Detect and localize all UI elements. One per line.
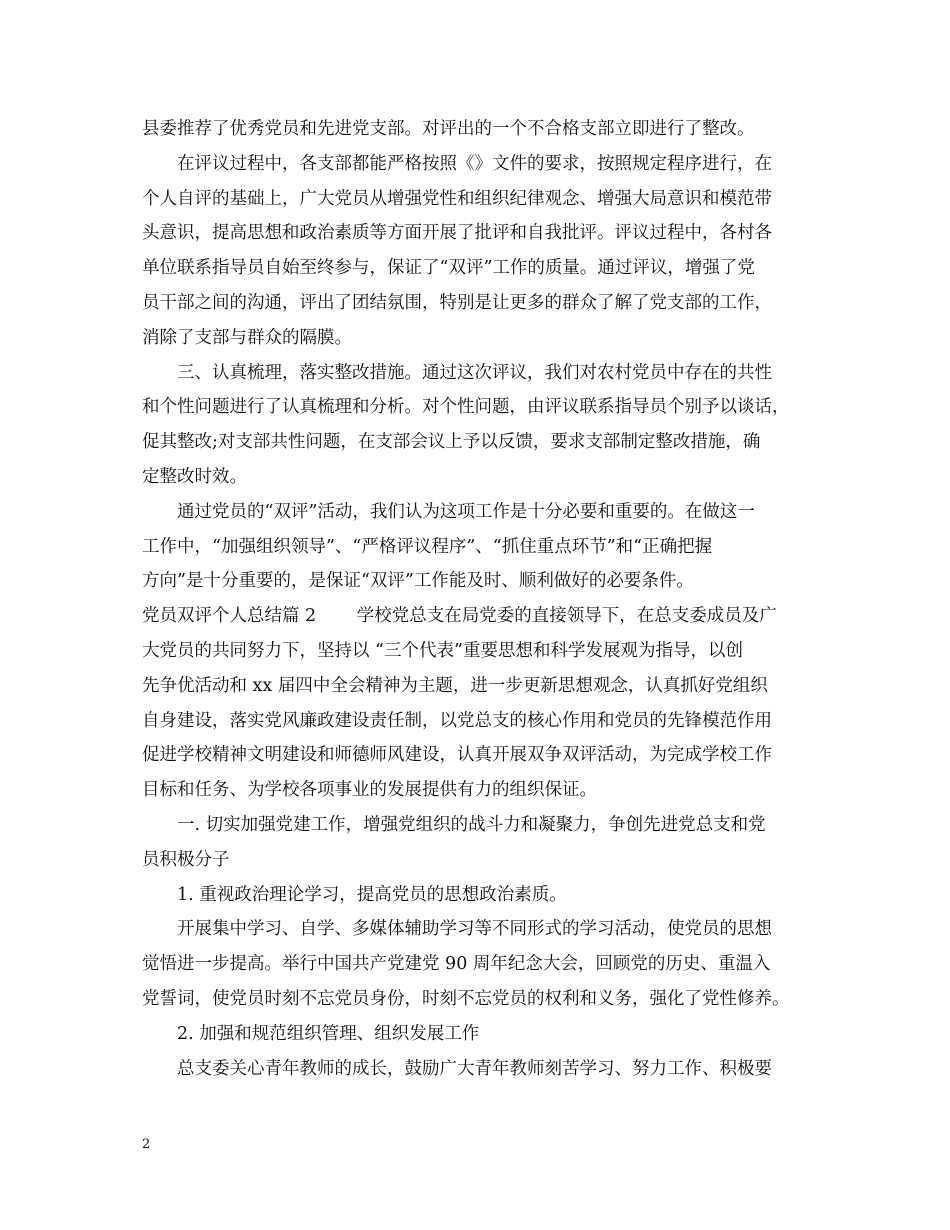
body-line-10: 促其整改;对支部共性问题，在支部会议上予以反馈，要求支部制定整改措施，确 <box>142 432 761 453</box>
body-line-2: 在评议过程中，各支部都能严格按照《》文件的要求，按照规定程序进行，在 <box>177 153 772 174</box>
body-line-23: 1. 重视政治理论学习，提高党员的思想政治素质。 <box>177 884 567 905</box>
body-line-7: 消除了支部与群众的隔膜。 <box>142 327 352 348</box>
body-line-1: 县委推荐了优秀党员和先进党支部。对评出的一个不合格支部立即进行了整改。 <box>142 119 755 139</box>
body-line-25: 觉悟进一步提高。举行中国共产党建党 90 周年纪念大会，回顾党的历史、重温入 <box>142 954 771 975</box>
body-line-28: 总支委关心青年教师的成长，鼓励广大青年教师刻苦学习、努力工作、积极要 <box>177 1058 772 1079</box>
body-line-3: 个人自评的基础上，广大党员从增强党性和组织纪律观念、增强大局意识和模范带 <box>142 188 772 209</box>
body-line-15: 党员双评个人总结篇 2 学校党总支在局党委的直接领导下，在总支委成员及广 <box>142 606 777 627</box>
body-line-17: 先争优活动和 xx 届四中全会精神为主题，进一步更新思想观念，认真抓好党组织 <box>142 675 768 696</box>
body-line-4: 头意识，提高思想和政治素质等方面开展了批评和自我批评。评议过程中，各村各 <box>142 223 772 244</box>
body-line-9: 和个性问题进行了认真梳理和分析。对个性问题，由评议联系指导员个别予以谈话， <box>142 397 790 418</box>
body-line-20: 目标和任务、为学校各项事业的发展提供有力的组织保证。 <box>142 780 597 801</box>
page-number: 2 <box>142 1137 151 1152</box>
body-line-8: 三、认真梳理，落实整改措施。通过这次评议，我们对农村党员中存在的共性 <box>177 362 772 383</box>
body-line-26: 党誓词，使党员时刻不忘党员身份，时刻不忘党员的权利和义务，强化了党性修养。 <box>142 988 790 1009</box>
body-line-16: 大党员的共同努力下，坚持以 “三个代表”重要思想和科学发展观为指导，以创 <box>142 640 743 661</box>
body-line-27: 2. 加强和规范组织管理、组织发展工作 <box>177 1023 480 1044</box>
body-line-21: 一. 切实加强党建工作，增强党组织的战斗力和凝聚力，争创先进党总支和党 <box>177 814 766 835</box>
body-line-14: 方向”是十分重要的，是保证“双评”工作能及时、顺利做好的必要条件。 <box>142 571 694 592</box>
body-line-18: 自身建设，落实党风廉政建设责任制，以党总支的核心作用和党员的先锋模范作用 <box>142 710 772 731</box>
body-line-24: 开展集中学习、自学、多媒体辅助学习等不同形式的学习活动，使党员的思想 <box>177 919 772 940</box>
body-line-13: 工作中，“加强组织领导”、“严格评议程序”、“抓住重点环节”和“正确把握 <box>142 536 713 557</box>
document-body <box>142 112 822 1086</box>
body-line-11: 定整改时效。 <box>142 466 247 487</box>
body-line-22: 员积极分子 <box>142 849 230 870</box>
body-line-6: 员干部之间的沟通，评出了团结氛围，特别是让更多的群众了解了党支部的工作， <box>142 292 772 313</box>
body-line-5: 单位联系指导员自始至终参与，保证了“双评”工作的质量。通过评议，增强了党 <box>142 258 755 279</box>
body-line-12: 通过党员的“双评”活动，我们认为这项工作是十分必要和重要的。在做这一 <box>177 501 755 522</box>
body-line-19: 促进学校精神文明建设和师德师风建设，认真开展双争双评活动，为完成学校工作 <box>142 745 772 766</box>
